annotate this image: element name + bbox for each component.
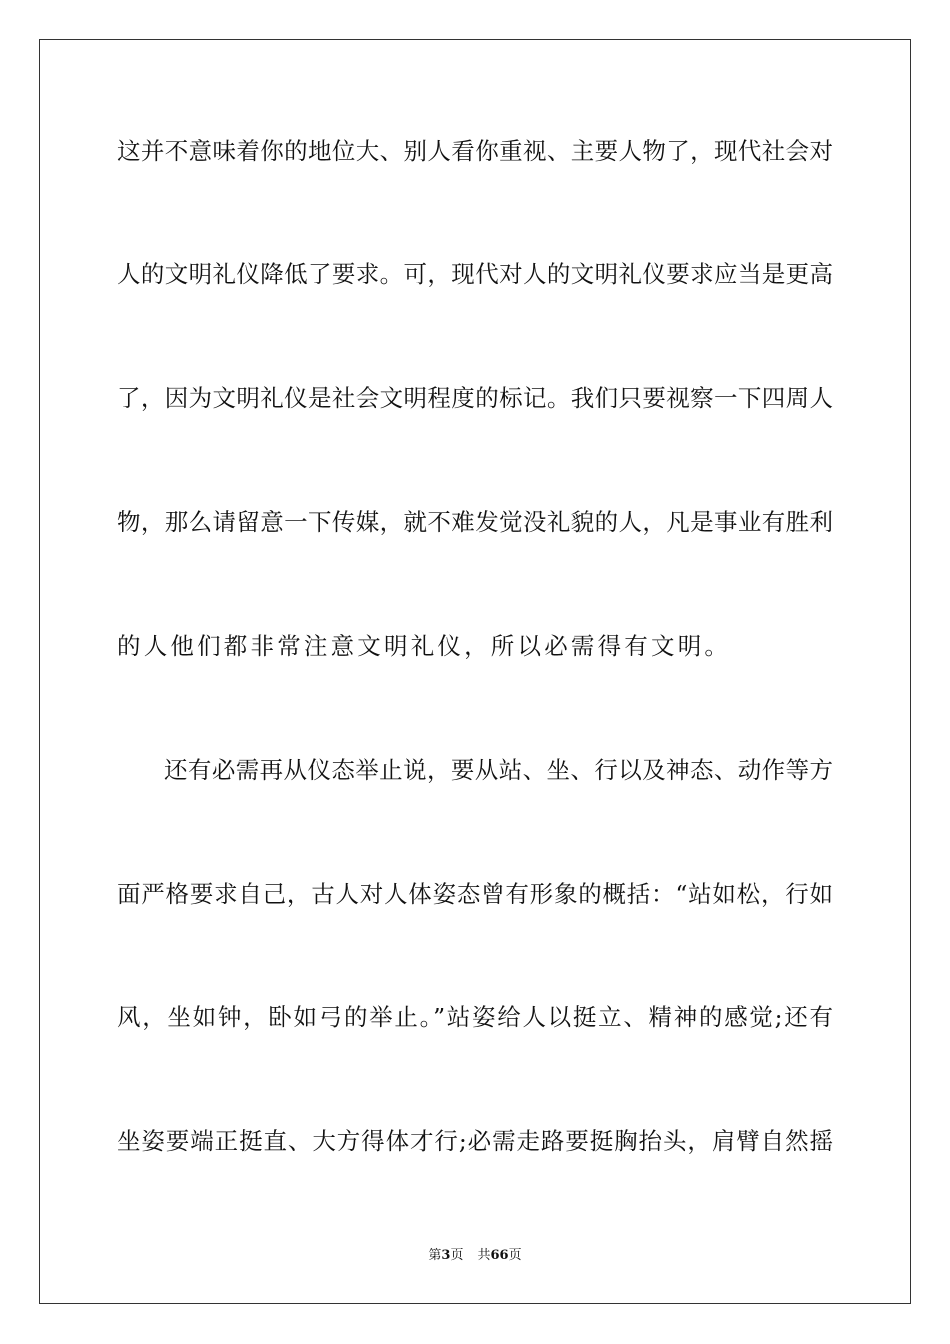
paragraph-line: 物，那么请留意一下传媒，就不难发觉没礼貌的人，凡是事业有胜利 xyxy=(117,508,833,536)
paragraph-line: 还有必需再从仪态举止说，要从站、坐、行以及神态、动作等方 xyxy=(164,756,833,784)
total-suffix: 页 xyxy=(508,1248,522,1263)
paragraph-line: 的人他们都非常注意文明礼仪，所以必需得有文明。 xyxy=(117,632,732,660)
page-number: 3 xyxy=(441,1248,451,1263)
paragraph-line: 面严格要求自己，古人对人体姿态曾有形象的概括：“站如松，行如 xyxy=(117,880,833,908)
paragraph-line: 这并不意味着你的地位大、别人看你重视、主要人物了，现代社会对 xyxy=(117,137,833,165)
page-footer xyxy=(0,1248,950,1264)
paragraph-line: 了，因为文明礼仪是社会文明程度的标记。我们只要视察一下四周人 xyxy=(117,384,833,412)
page-suffix: 页 xyxy=(450,1248,464,1263)
paragraph-line: 人的文明礼仪降低了要求。可，现代对人的文明礼仪要求应当是更高 xyxy=(117,260,833,288)
page-border xyxy=(39,39,911,1304)
total-pages: 66 xyxy=(490,1248,509,1263)
total-prefix: 共 xyxy=(477,1248,491,1263)
paragraph-line: 坐姿要端正挺直、大方得体才行;必需走路要挺胸抬头，肩臂自然摇 xyxy=(117,1127,833,1155)
paragraph-line: 风，坐如钟，卧如弓的举止。”站姿给人以挺立、精神的感觉;还有 xyxy=(117,1003,833,1031)
page-prefix: 第 xyxy=(428,1248,442,1263)
